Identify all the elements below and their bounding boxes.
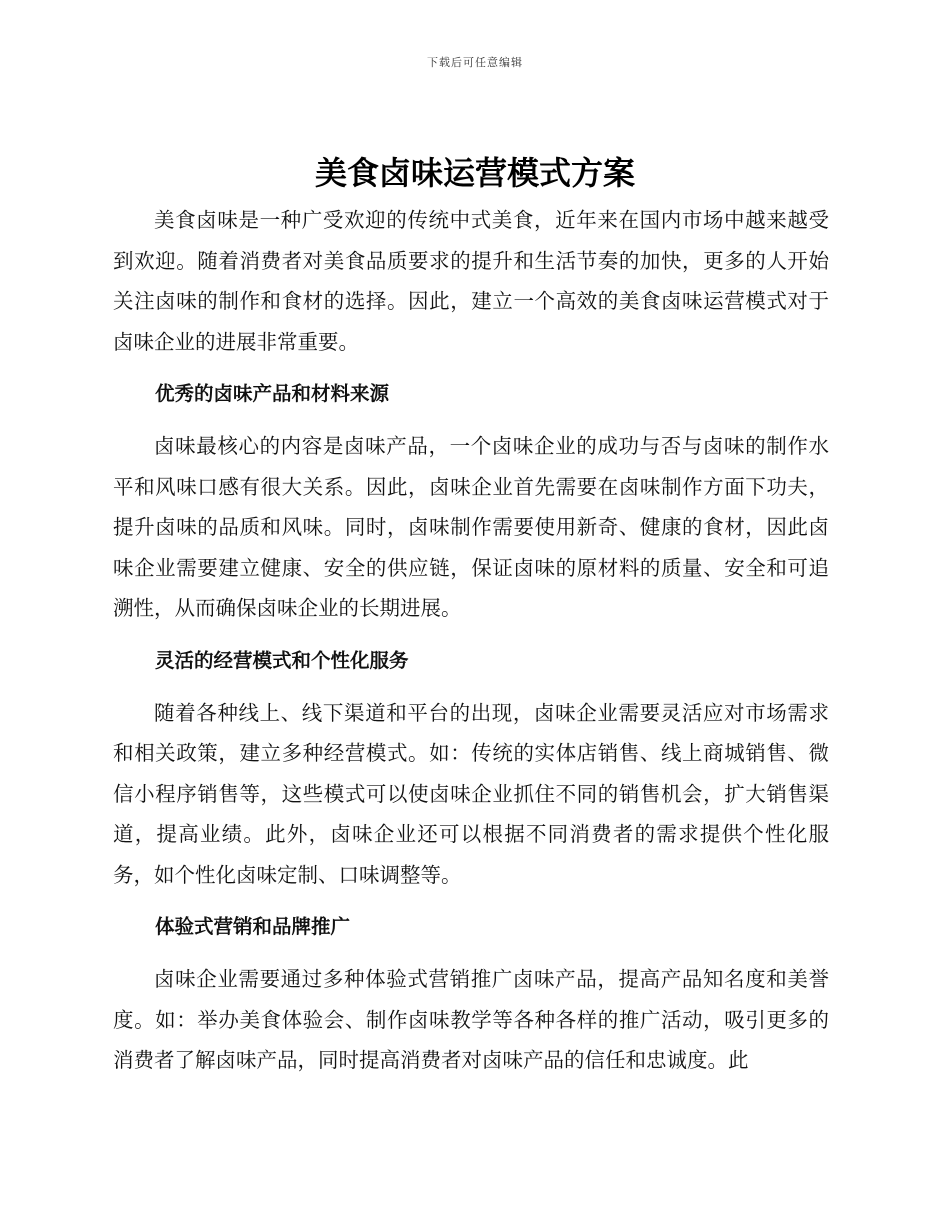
section-heading: 灵活的经营模式和个性化服务 [155, 648, 409, 672]
intro-paragraph: 美食卤味是一种广受欢迎的传统中式美食，近年来在国内市场中越来越受到欢迎。随着消费者对美食品质要求的提升和生活节奏的加快，更多的人开始关注卤味的制作和食材的选择。因此，建立一个高效的美食卤味运营模式对于卤味企业的进展非常重要。 [113, 208, 829, 354]
section-business-model [113, 641, 829, 896]
section-heading: 体验式营销和品牌推广 [155, 915, 351, 938]
section-paragraph: 卤味企业需要通过多种体验式营销推广卤味产品，提高产品知名度和美誉度。如：举办美食体验会、制作卤味教学等各种各样的推广活动，吸引更多的消费者了解卤味产品，同时提高消费者对卤味产品的信任和忠诚度。此 [113, 967, 829, 1072]
section-paragraph: 卤味最核心的内容是卤味产品，一个卤味企业的成功与否与卤味的制作水平和风味口感有很大关系。因此，卤味企业首先需要在卤味制作方面下功夫，提升卤味的品质和风味。同时，卤味制作需要使用新奇、健康的食材，因此卤味企业需要建立健康、安全的供应链，保证卤味的原材料的质量、安全和可追溯性，从而确保卤味企业的长期进展。 [113, 434, 829, 620]
section-product-sourcing [113, 374, 829, 629]
document-title: 美食卤味运营模式方案 [314, 154, 635, 192]
section-paragraph: 随着各种线上、线下渠道和平台的出现，卤味企业需要灵活应对市场需求和相关政策，建立多种经营模式。如：传统的实体店销售、线上商城销售、微信小程序销售等，这些模式可以使卤味企业抓住不同的销售机会，扩大销售渠道，提高业绩。此外，卤味企业还可以根据不同消费者的需求提供个性化服务，如个性化卤味定制、口味调整等。 [113, 700, 829, 887]
page-header: 下载后可任意编辑 [427, 56, 523, 69]
document-body [113, 200, 829, 1081]
section-marketing [113, 907, 829, 1081]
section-heading: 优秀的卤味产品和材料来源 [155, 382, 390, 405]
